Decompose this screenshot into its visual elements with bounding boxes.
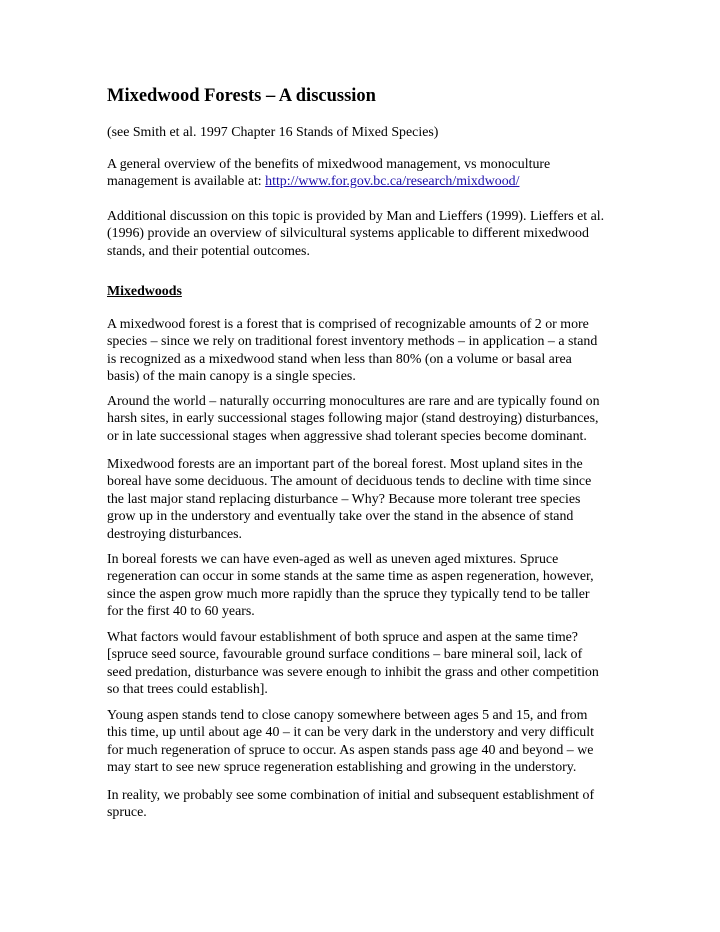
text-line: this time, up until about age 40 – it can be very dark in the understory and very difficult	[107, 725, 594, 741]
section-heading-mixedwoods: Mixedwoods	[107, 284, 182, 299]
text-line: may start to see new spruce regeneration establishing and growing in the understory.	[107, 760, 577, 776]
text-line: the last major stand replacing disturbance – Why? Because more tolerant tree species	[107, 491, 581, 507]
overview-line-2	[107, 173, 627, 190]
text-line: for the first 40 to 60 years.	[107, 604, 255, 620]
text-line: regeneration can occur in some stands at the same time as aspen regeneration, however,	[107, 569, 594, 585]
text-line: grow up in the understory and eventually take over the stand in the absence of stand	[107, 509, 574, 525]
text-line: basis) of the main canopy is a single species.	[107, 369, 356, 385]
text-line: for much regeneration of spruce to occur. As aspen stands pass age 40 and beyond – we	[107, 742, 594, 758]
additional-paragraph	[107, 208, 627, 260]
text-line: spruce.	[107, 805, 147, 821]
definition-paragraph	[107, 316, 627, 386]
boreal-paragraph	[107, 456, 627, 543]
aspen-canopy-paragraph	[107, 707, 627, 777]
text-line: so that trees could establish].	[107, 682, 268, 698]
text-line: Mixedwood forests are an important part of the boreal forest. Most upland sites in the	[107, 457, 583, 472]
even-aged-paragraph	[107, 551, 627, 621]
text-line: seed predation, disturbance was severe enough to inhibit the grass and other competition	[107, 664, 599, 680]
page-title: Mixedwood Forests – A discussion	[107, 86, 376, 106]
text-line: destroying disturbances.	[107, 526, 243, 542]
text-line: stands, and their potential outcomes.	[107, 243, 310, 259]
text-line: Young aspen stands tend to close canopy somewhere between ages 5 and 15, and from	[107, 708, 588, 723]
text-line: What factors would favour establishment of both spruce and aspen at the same time?	[107, 630, 578, 645]
text-line: boreal have some deciduous. The amount of deciduous tends to decline with time since	[107, 474, 592, 490]
text-line: species – since we rely on traditional forest inventory methods – in application – a stand	[107, 334, 598, 350]
overview-prefix: management is available at:	[107, 174, 266, 190]
text-line: harsh sites, in early successional stages following major (stand destroying) disturbances,	[107, 411, 599, 427]
text-line: In reality, we probably see some combination of initial and subsequent establishment of	[107, 788, 595, 803]
text-line: or in late successional stages when aggressive shad tolerant species become dominant.	[107, 428, 587, 444]
text-line: A mixedwood forest is a forest that is comprised of recognizable amounts of 2 or more	[107, 317, 589, 332]
reference-note	[107, 124, 627, 141]
text-line: (1996) provide an overview of silvicultural systems applicable to different mixedwood	[107, 226, 589, 242]
factors-paragraph	[107, 629, 627, 699]
overview-paragraph	[107, 156, 627, 191]
mixedwood-research-link[interactable]: http://www.for.gov.bc.ca/research/mixdwood/	[265, 174, 520, 190]
text-line: is recognized as a mixedwood stand when less than 80% (on a volume or basal area	[107, 351, 572, 367]
monocultures-paragraph	[107, 393, 627, 445]
reference-line: (see Smith et al. 1997 Chapter 16 Stands of Mixed Species)	[107, 125, 439, 140]
text-line: [spruce seed source, favourable ground surface conditions – bare mineral soil, lack of	[107, 647, 583, 663]
text-line: In boreal forests we can have even-aged as well as uneven aged mixtures. Spruce	[107, 552, 559, 567]
overview-line-1: A general overview of the benefits of mixedwood management, vs monoculture	[107, 157, 551, 172]
text-line: Around the world – naturally occurring monocultures are rare and are typically found on	[107, 394, 600, 409]
reality-paragraph	[107, 787, 627, 822]
text-line: since the aspen grow much more rapidly than the spruce they typically tend to be taller	[107, 586, 590, 602]
text-line: Additional discussion on this topic is provided by Man and Lieffers (1999). Lieffers et al.	[107, 209, 605, 224]
